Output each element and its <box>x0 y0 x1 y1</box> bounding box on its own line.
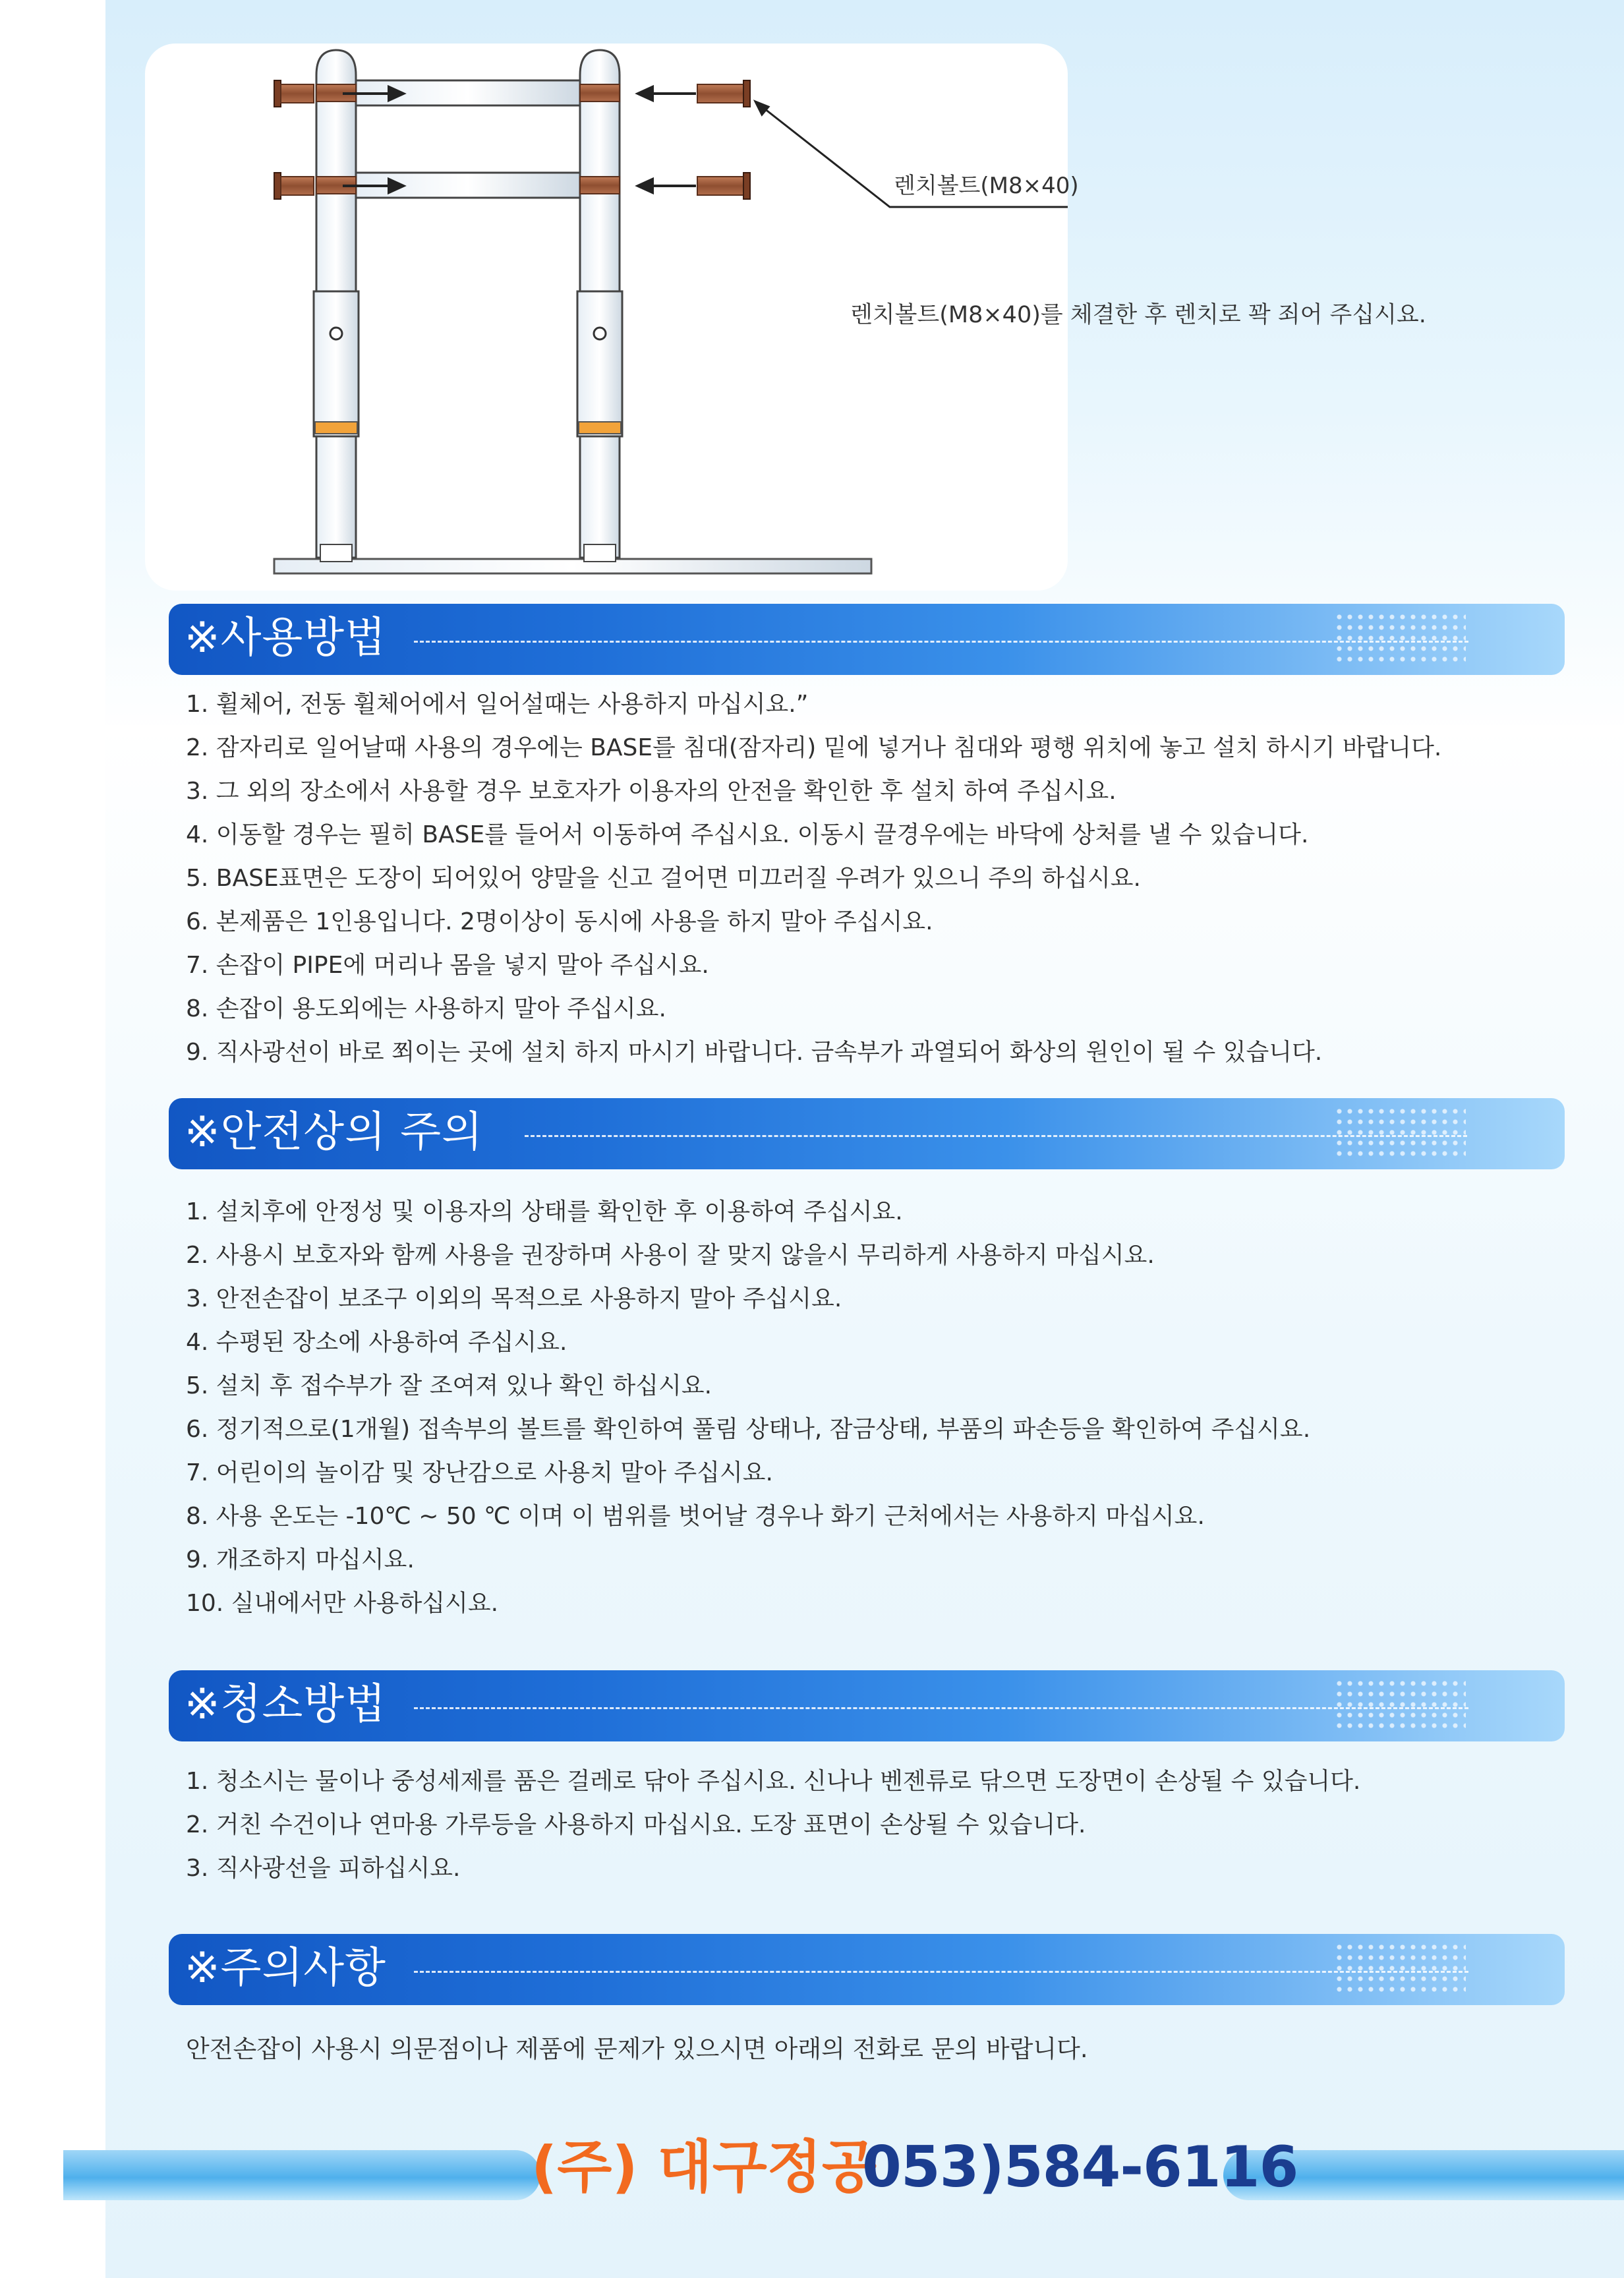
section-header-notice <box>169 1934 1565 2005</box>
section-dots <box>1334 1678 1466 1734</box>
list-item: 6. 본제품은 1인용입니다. 2명이상이 동시에 사용을 하지 말아 주십시요. <box>186 908 933 935</box>
bolt-label: 렌치볼트(M8×40) <box>894 173 1079 199</box>
list-item: 8. 손잡이 용도외에는 사용하지 말아 주십시요. <box>186 995 666 1022</box>
wrench-bolt-icon <box>274 173 314 199</box>
section-dots <box>1334 1942 1466 1997</box>
section-title-safety: ※안전상의 주의 <box>185 1108 483 1157</box>
cleaning-list <box>186 1760 1360 1890</box>
list-item: 2. 사용시 보호자와 함께 사용을 권장하며 사용이 잘 맞지 않을시 무리하게 사용하지 마십시요. <box>186 1242 1155 1269</box>
section-title-cleaning: ※청소방법 <box>185 1680 386 1729</box>
list-item: 2. 잠자리로 일어날때 사용의 경우에는 BASE를 침대(잠자리) 밑에 넣거나 침대와 평행 위치에 놓고 설치 하시기 바랍니다. <box>186 734 1442 761</box>
phone-number: 053)584-6116 <box>862 2134 1298 2200</box>
wrench-bolt-icon <box>697 173 750 199</box>
notice-text: 안전손잡이 사용시 의문점이나 제품에 문제가 있으시면 아래의 전화로 문의 바랍니다. <box>186 2035 1088 2063</box>
list-item: 1. 휠체어, 전동 휠체어에서 일어설때는 사용하지 마십시요.” <box>186 691 809 718</box>
list-item: 8. 사용 온도는 -10℃ ~ 50 ℃ 이며 이 범위를 벗어날 경우나 화기 근처에서는 사용하지 마십시요. <box>186 1503 1205 1530</box>
list-item: 5. BASE표면은 도장이 되어있어 양말을 신고 걸어면 미끄러질 우려가 있으니 주의 하십시요. <box>186 865 1141 892</box>
section-title-usage: ※사용방법 <box>185 614 386 662</box>
usage-list <box>186 683 1441 1074</box>
wrench-bolt-icon <box>697 80 750 107</box>
list-item: 5. 설치 후 접수부가 잘 조여져 있나 확인 하십시요. <box>186 1372 712 1399</box>
base-plate <box>274 559 871 573</box>
section-title-notice: ※주의사항 <box>185 1944 386 1993</box>
wrench-bolt-icon <box>274 80 314 107</box>
list-item: 3. 안전손잡이 보조구 이외의 목적으로 사용하지 말아 주십시요. <box>186 1285 842 1312</box>
arrow-left-icon <box>638 87 696 100</box>
section-dots <box>1334 612 1466 667</box>
section-rule <box>525 1135 1467 1137</box>
company-name: (주) 대구정공 <box>531 2134 877 2200</box>
list-item: 10. 실내에서만 사용하십시요. <box>186 1590 499 1617</box>
list-item: 6. 정기적으로(1개월) 접속부의 볼트를 확인하여 풀림 상태나, 잠금상태, 부품의 파손등을 확인하여 주십시요. <box>186 1416 1311 1443</box>
safety-list <box>186 1190 1310 1625</box>
list-item: 3. 그 외의 장소에서 사용할 경우 보호자가 이용자의 안전을 확인한 후 설치 하여 주십시요. <box>186 778 1116 805</box>
section-header-safety <box>169 1098 1565 1169</box>
left-post <box>314 50 359 562</box>
list-item: 1. 설치후에 안정성 및 이용자의 상태를 확인한 후 이용하여 주십시요. <box>186 1198 903 1225</box>
assembly-instruction: 렌치볼트(M8×40)를 체결한 후 렌치로 꽉 죄어 주십시요. <box>850 302 1426 328</box>
section-rule <box>414 641 1468 643</box>
list-item: 7. 어린이의 놀이감 및 장난감으로 사용치 말아 주십시요. <box>186 1459 773 1486</box>
list-item: 9. 개조하지 마십시요. <box>186 1546 415 1573</box>
arrow-left-icon <box>638 179 696 192</box>
right-post <box>577 50 622 562</box>
list-item: 2. 거친 수건이나 연마용 가루등을 사용하지 마십시요. 도장 표면이 손상될 수 있습니다. <box>186 1811 1086 1838</box>
section-dots <box>1334 1106 1466 1161</box>
list-item: 7. 손잡이 PIPE에 머리나 몸을 넣지 말아 주십시요. <box>186 952 709 979</box>
list-item: 4. 이동할 경우는 필히 BASE를 들어서 이동하여 주십시요. 이동시 끌경우에는 바닥에 상처를 낼 수 있습니다. <box>186 821 1309 848</box>
list-item: 3. 직사광선을 피하십시요. <box>186 1855 461 1882</box>
section-rule <box>414 1707 1468 1709</box>
footer-bar-left <box>63 2150 540 2200</box>
section-header-usage <box>169 604 1565 675</box>
list-item: 9. 직사광선이 바로 쬐이는 곳에 설치 하지 마시기 바랍니다. 금속부가 과열되어 화상의 원인이 될 수 있습니다. <box>186 1039 1323 1066</box>
list-item: 4. 수평된 장소에 사용하여 주십시요. <box>186 1329 567 1356</box>
section-rule <box>414 1971 1468 1973</box>
list-item: 1. 청소시는 물이나 중성세제를 품은 걸레로 닦아 주십시요. 신나나 벤젠류로 닦으면 도장면이 손상될 수 있습니다. <box>186 1768 1361 1795</box>
section-header-cleaning <box>169 1670 1565 1741</box>
